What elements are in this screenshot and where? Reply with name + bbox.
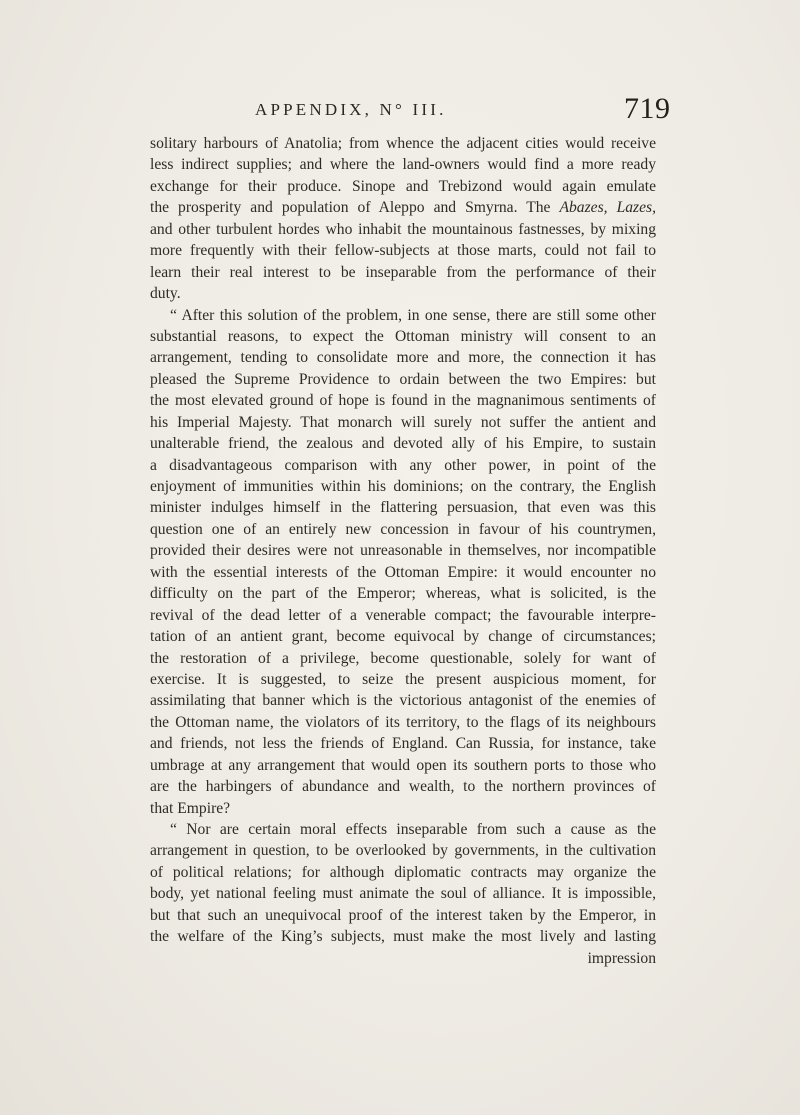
text-line: exercise. It is suggested, to seize the present auspicious moment, for — [150, 670, 656, 688]
text-line: duty. — [150, 285, 181, 303]
text-line: more frequently with their fellow-subjects at those marts, could not fail to — [150, 242, 656, 260]
text-line: and friends, not less the friends of England. Can Russia, for instance, take — [150, 735, 656, 753]
text-line: learn their real interest to be inseparable from the performance of their — [150, 263, 656, 281]
text-line: enjoyment of immunities within his dominions; on the contrary, the English — [150, 478, 656, 495]
catchword: impression — [587, 949, 656, 967]
page-header — [0, 92, 800, 132]
running-head: APPENDIX, N° III. — [255, 100, 447, 119]
text-line: tation of an antient grant, become equivocal by change of circumstances; — [150, 628, 656, 646]
text-line: body, yet national feeling must animate the soul of alliance. It is impossible, — [150, 885, 656, 903]
text-line: a disadvantageous comparison with any other power, in point of the — [150, 456, 656, 474]
text-line: that Empire? — [150, 799, 231, 817]
paragraph-start: “ After this solution of the problem, in one sense, there are still some other — [170, 306, 656, 324]
italic-names: Abazes, Lazes, — [559, 199, 656, 217]
body-text — [150, 133, 656, 969]
text-line: pleased the Supreme Providence to ordain between the two Empires: but — [150, 370, 656, 388]
text-line: minister indulges himself in the flattering persuasion, that even was this — [150, 499, 656, 517]
text-line: and other turbulent hordes who inhabit the mountainous fastnesses, by mixing — [150, 220, 656, 238]
text-line: the Ottoman name, the violators of its territory, to the flags of its neighbours — [150, 713, 656, 731]
text-line-start: the prosperity and population of Aleppo and Smyrna. The — [150, 199, 560, 217]
text-line: his Imperial Majesty. That monarch will surely not suffer the antient and — [150, 413, 656, 431]
text-line: exchange for their produce. Sinope and Trebizond would again emulate — [150, 177, 656, 195]
text-line: the restoration of a privilege, become questionable, solely for want of — [150, 649, 656, 667]
page-number: 719 — [624, 92, 671, 125]
paragraph-start: “ Nor are certain moral effects inseparable from such a cause as the — [170, 821, 656, 838]
text-line: provided their desires were not unreasonable in themselves, nor incompatible — [150, 542, 656, 560]
text-line: substantial reasons, to expect the Ottoman ministry will consent to an — [150, 327, 656, 345]
text-line: of political relations; for although diplomatic contracts may organize the — [150, 863, 656, 881]
text-line: are the harbingers of abundance and wealth, to the northern provinces of — [150, 778, 656, 796]
text-line — [150, 197, 656, 218]
text-line: arrangement in question, to be overlooked by governments, in the cultivation — [150, 842, 656, 860]
text-line: difficulty on the part of the Emperor; whereas, what is solicited, is the — [150, 585, 656, 603]
text-line: arrangement, tending to consolidate more and more, the connection it has — [150, 349, 656, 367]
text-line: umbrage at any arrangement that would open its southern ports to those who — [150, 756, 656, 774]
text-line: revival of the dead letter of a venerable compact; the favourable interpre- — [150, 606, 656, 624]
text-line: the welfare of the King’s subjects, must make the most lively and lasting — [150, 928, 656, 946]
text-line: assimilating that banner which is the victorious antagonist of the enemies of — [150, 692, 656, 710]
text-line: with the essential interests of the Ottoman Empire: it would encounter no — [150, 563, 656, 581]
text-line: the most elevated ground of hope is found in the magnanimous sentiments of — [150, 392, 656, 410]
text-line: solitary harbours of Anatolia; from whence the adjacent cities would receive — [150, 135, 656, 152]
text-line: unalterable friend, the zealous and devoted ally of his Empire, to sustain — [150, 435, 656, 453]
text-line: question one of an entirely new concession in favour of his countrymen, — [150, 520, 656, 538]
text-line: less indirect supplies; and where the land-owners would find a more ready — [150, 156, 656, 174]
text-line: but that such an unequivocal proof of the interest taken by the Emperor, in — [150, 906, 656, 924]
